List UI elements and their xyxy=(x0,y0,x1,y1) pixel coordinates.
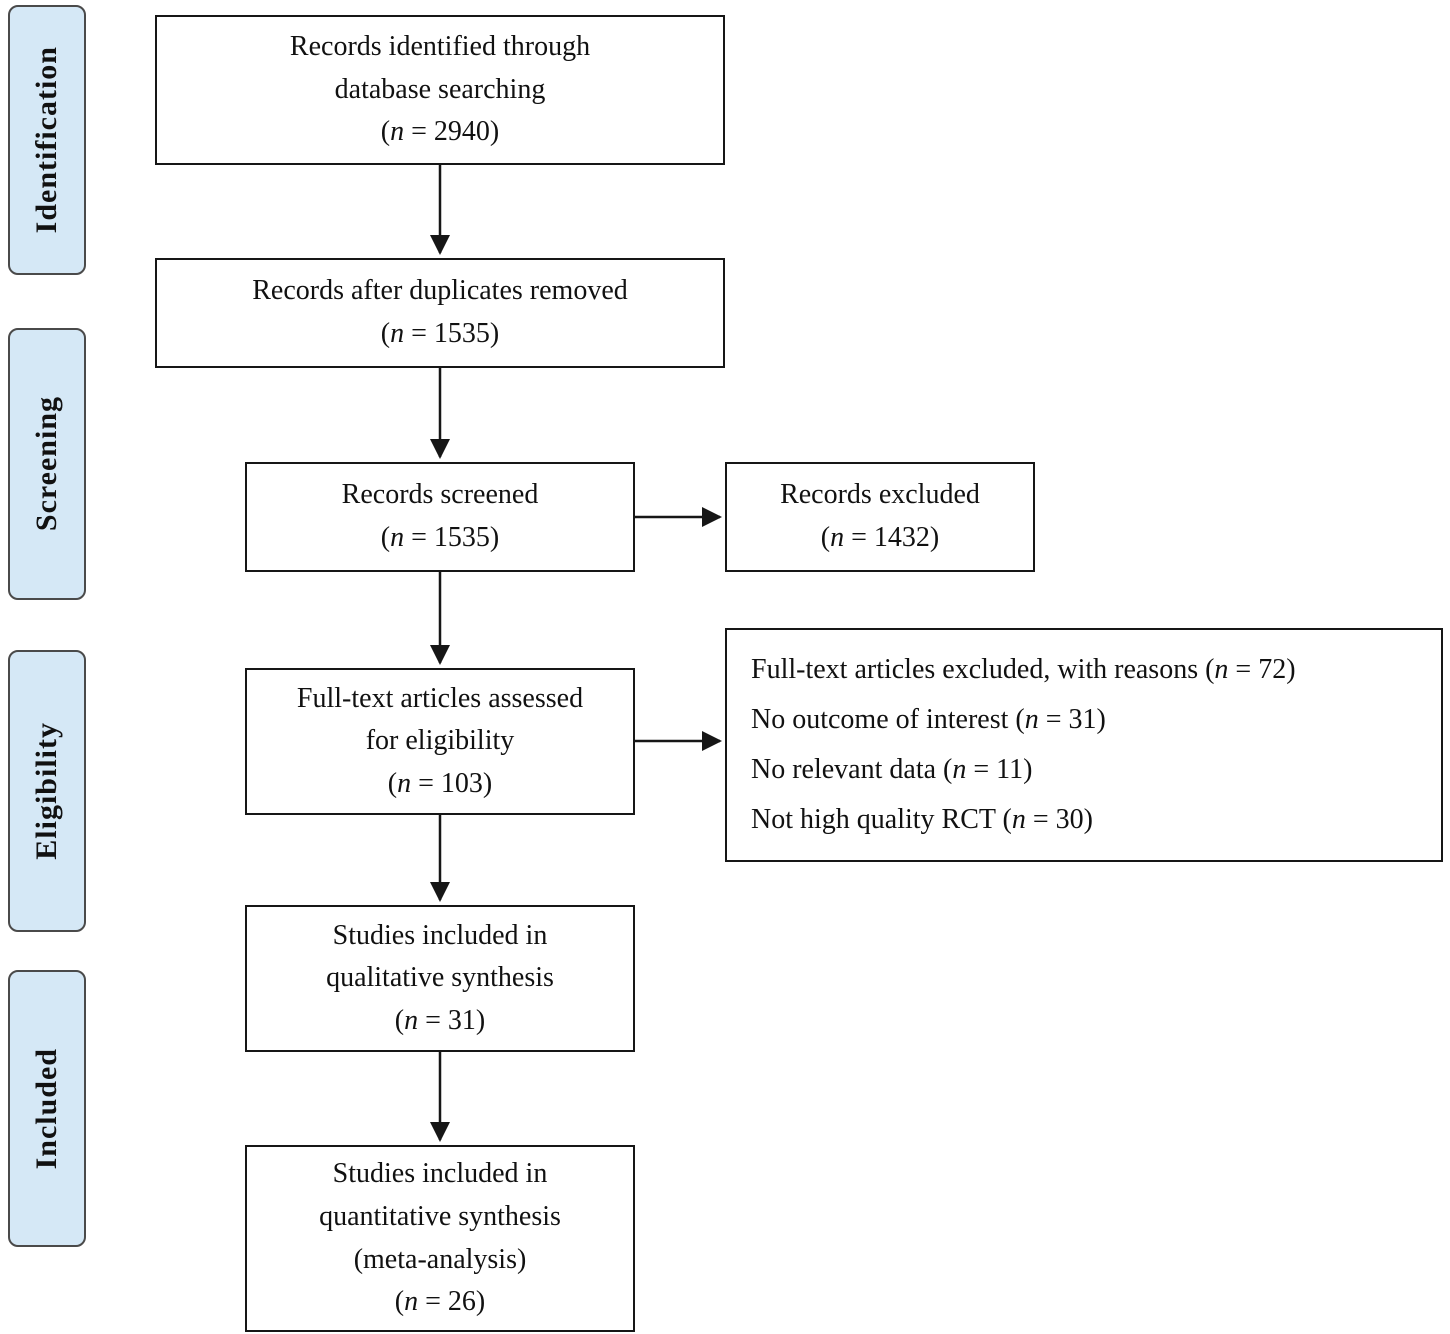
stage-label-screening xyxy=(8,328,86,600)
box-text-line: Records screened xyxy=(341,479,539,511)
box-count: (n = 1535) xyxy=(380,318,500,349)
exclusion-reason: No outcome of interest (n = 31) xyxy=(751,704,1106,735)
box-count: (n = 2940) xyxy=(380,116,500,148)
box-records-identified xyxy=(155,15,725,165)
box-text-line: database searching xyxy=(334,73,546,105)
box-count: (n = 26) xyxy=(394,1286,486,1318)
box-qualitative-synthesis xyxy=(245,905,635,1052)
box-text-line: for eligibility xyxy=(365,725,515,757)
box-duplicates-removed xyxy=(155,258,725,368)
box-text-line: Full-text articles assessed xyxy=(296,682,584,714)
box-fulltext-assessed xyxy=(245,668,635,815)
box-text-line: Studies included in xyxy=(332,1158,548,1190)
stage-label-text: Eligibility xyxy=(30,722,63,860)
box-quantitative-synthesis xyxy=(245,1145,635,1332)
exclusion-reason: Not high quality RCT (n = 30) xyxy=(751,804,1093,835)
stage-label-identification xyxy=(8,5,86,275)
box-count: (n = 1432) xyxy=(820,522,940,553)
box-count: (n = 103) xyxy=(387,767,493,799)
box-text-line: Records after duplicates removed xyxy=(252,275,628,307)
stage-label-text: Screening xyxy=(30,396,63,532)
box-text-line: Records excluded xyxy=(780,479,980,511)
box-count: (n = 1535) xyxy=(380,522,500,553)
box-fulltext-excluded xyxy=(725,628,1443,862)
box-text-line: Records identified through xyxy=(289,31,591,63)
box-count: (n = 31) xyxy=(394,1004,486,1036)
box-text-line: Studies included in xyxy=(332,919,548,951)
exclusion-reason: Full-text articles excluded, with reasons (n = 72) xyxy=(751,654,1296,685)
stage-label-text: Identification xyxy=(30,46,63,234)
box-text-line: quantitative synthesis xyxy=(319,1200,561,1232)
box-records-excluded xyxy=(725,462,1035,572)
box-text-line: (meta-analysis) xyxy=(353,1243,527,1275)
exclusion-reason: No relevant data (n = 11) xyxy=(751,754,1033,785)
stage-label-included xyxy=(8,970,86,1247)
box-records-screened xyxy=(245,462,635,572)
box-text-line: qualitative synthesis xyxy=(326,962,554,994)
stage-label-text: Included xyxy=(30,1047,63,1170)
stage-label-eligibility xyxy=(8,650,86,932)
